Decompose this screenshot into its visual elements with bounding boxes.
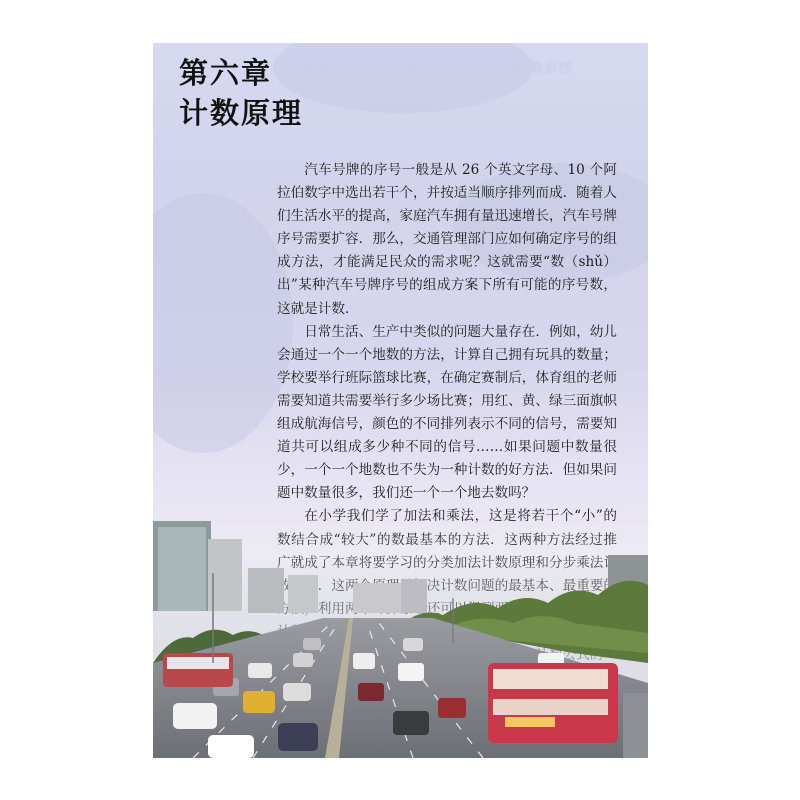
- paragraph: 汽车号牌的序号一般是从 26 个英文字母、10 个阿拉伯数字中选出若干个，并按适当顺序排列而成．随着人们生活水平的提高，家庭汽车拥有量迅速增长，汽车号牌序号需要扩容．那么，交通管理部门应如何确定序号的组成方法，才能满足民众的需求呢？这就需要“数（shǔ）出”某种汽车号牌序号的组成方案下所有可能的序号数，这就是计数．: [277, 162, 617, 317]
- textbook-page: [153, 43, 648, 758]
- paragraph: 日常生活、生产中类似的问题大量存在．例如，幼儿会通过一个一个地数的方法，计算自己拥有玩具的数量；学校要举行班际篮球比赛，在确定赛制后，体育组的老师需要知道共需要举行多少场比赛；用红、黄、绿三面旗帜组成航海信号，颜色的不同排列表示不同的信号，需要知道共可以组成多少种不同的信号……如果问题中数量很少，一个一个地数也不失为一种计数的好方法．但如果问题中数量很多，我们还一个一个地去数吗？: [277, 323, 617, 502]
- chapter-title: 计数原理: [179, 96, 304, 130]
- background-blob: [273, 43, 533, 113]
- faded-section-header: 6.1 分类加法计数原理与分步乘法计数原理: [303, 61, 573, 76]
- chapter-number: 第六章: [179, 56, 273, 90]
- background-blob: [153, 193, 293, 453]
- traffic-photo: [153, 513, 648, 758]
